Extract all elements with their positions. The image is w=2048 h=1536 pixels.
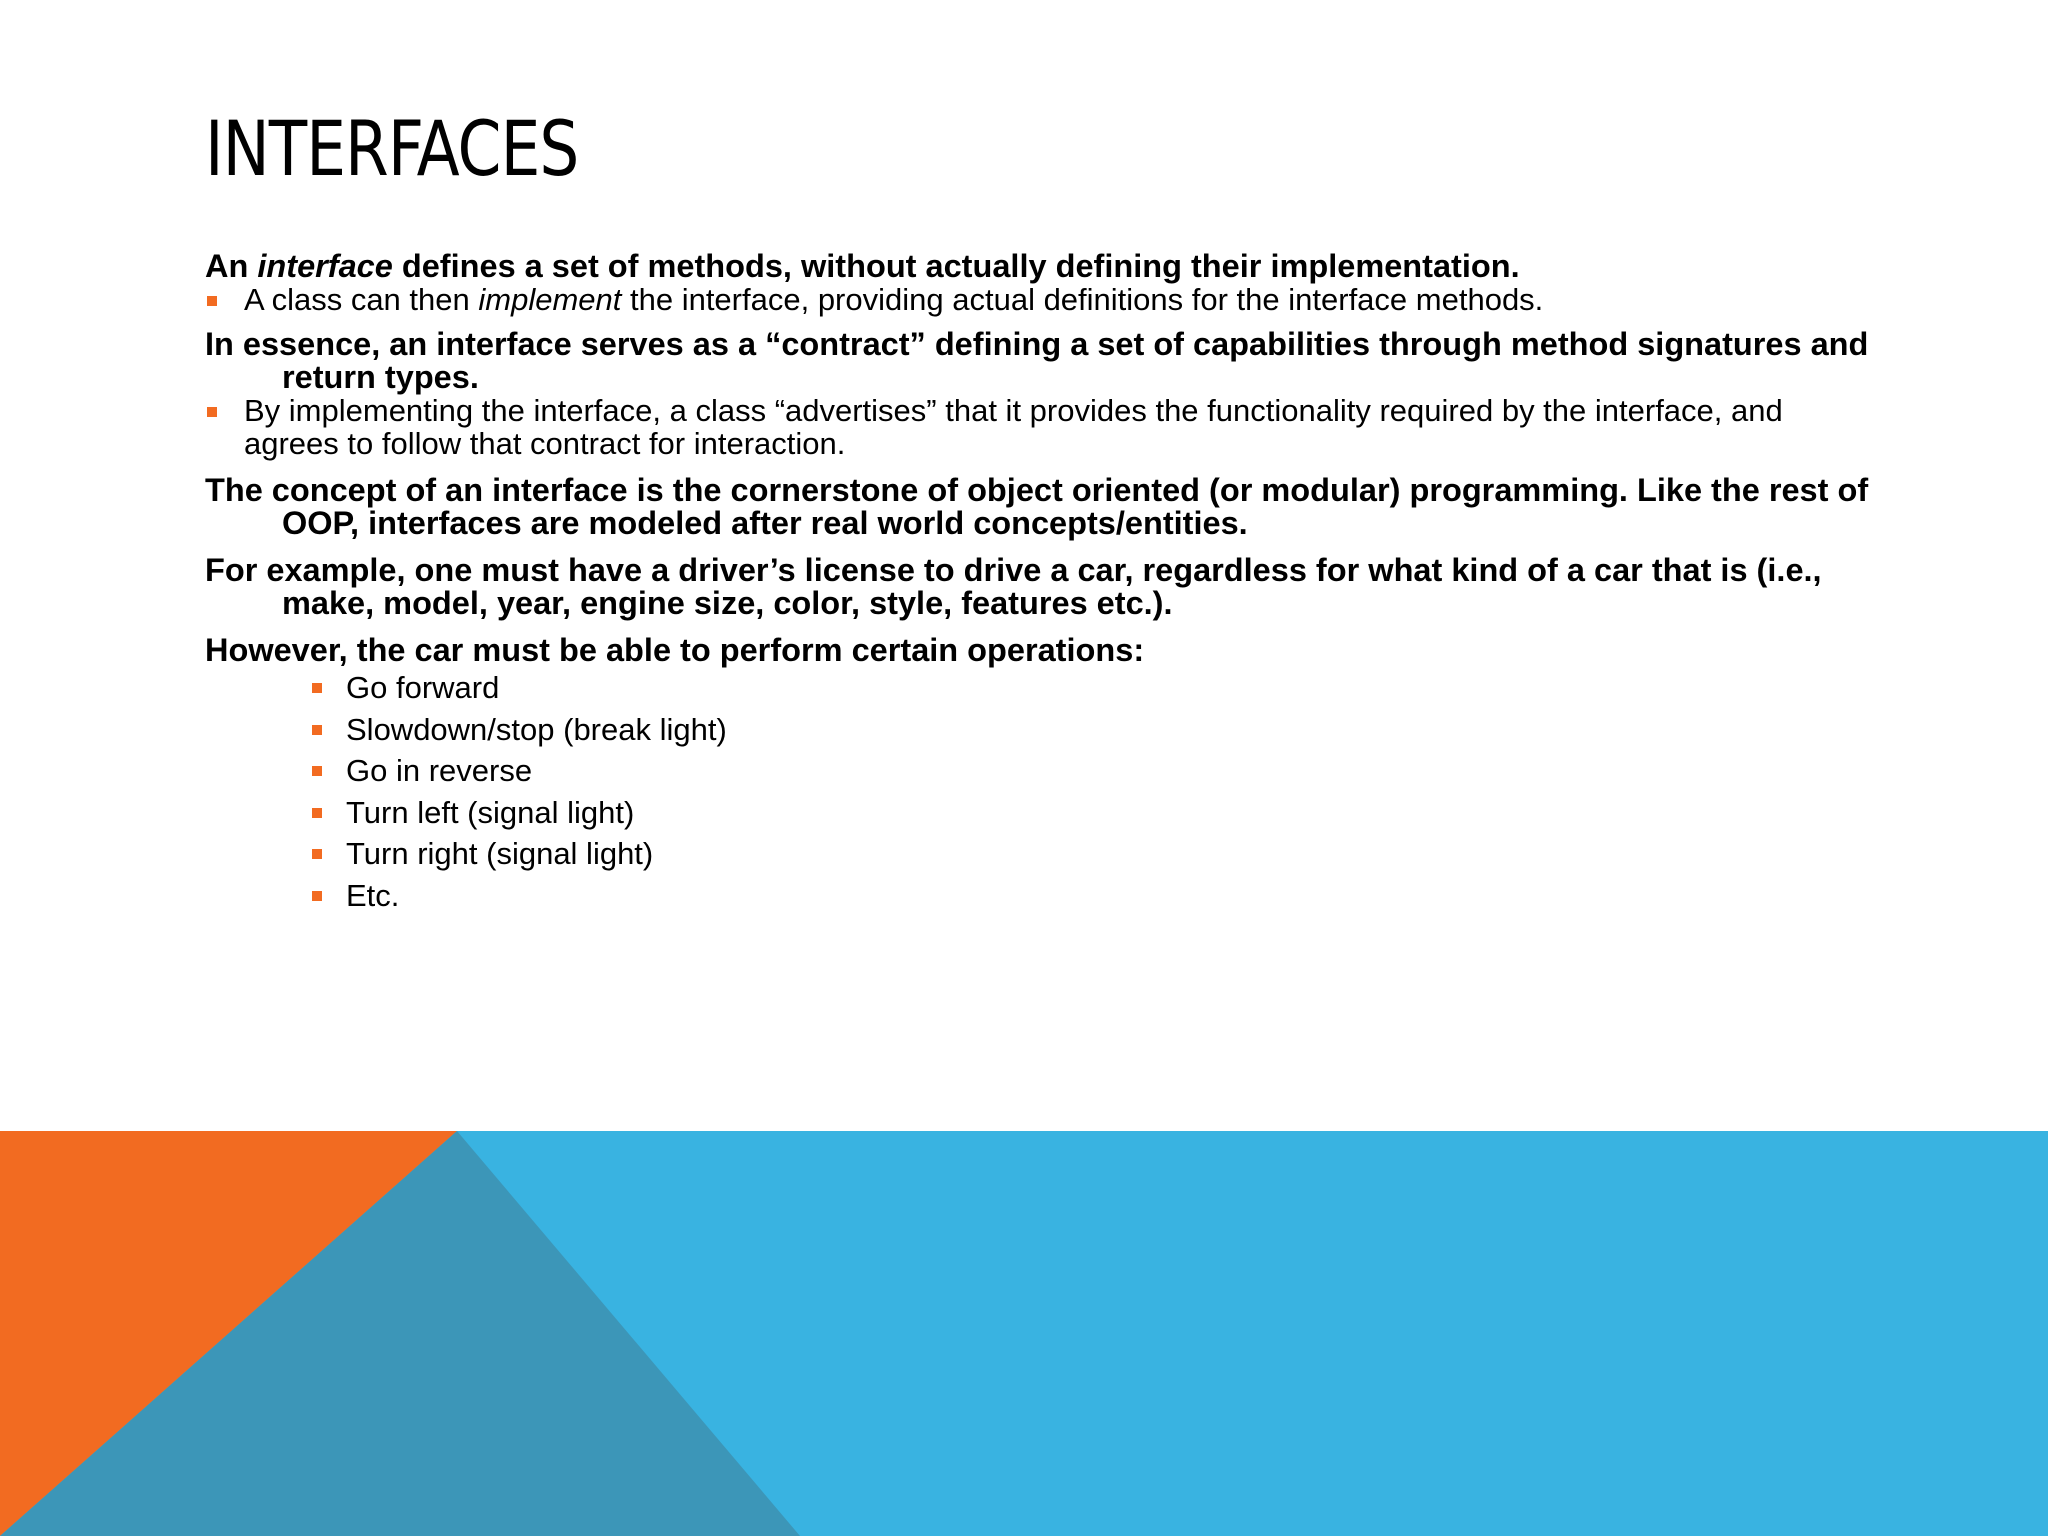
text-run: defines a set of methods, without actually defining their implementation.: [392, 248, 1520, 284]
list-item-label: Go forward: [346, 670, 500, 705]
list-item: [205, 833, 1885, 875]
bullet-implement: [205, 283, 1885, 316]
paragraph-operations-intro: However, the car must be able to perform certain operations:: [205, 632, 1145, 668]
text-run: A class can then: [244, 282, 479, 317]
bullet-square-icon: [312, 891, 322, 901]
list-item: [205, 750, 1885, 792]
bullet-square-icon: [312, 683, 322, 693]
list-item: [205, 667, 1885, 709]
decorative-footer-shapes: [0, 1131, 2048, 1536]
text-run: By implementing the interface, a class “advertises” that it provides the functionality required by the interface, and agrees to follow that contract for interaction.: [244, 393, 1783, 461]
list-item: [205, 709, 1885, 751]
bullet-square-icon: [207, 407, 217, 417]
list-item: [205, 792, 1885, 834]
text-run: An: [205, 248, 258, 284]
text-run: the interface, providing actual definitions for the interface methods.: [621, 282, 1544, 317]
bullet-square-icon: [312, 849, 322, 859]
bullet-square-icon: [312, 725, 322, 735]
emphasis-interface: interface: [257, 248, 393, 284]
list-item-label: Etc.: [346, 877, 400, 913]
slide-title: INTERFACES: [205, 104, 579, 193]
paragraph-interface-definition: [205, 250, 1885, 283]
bullet-advertises: [205, 394, 1885, 460]
list-item-label: Turn left (signal light): [346, 794, 635, 830]
paragraph-drivers-license: For example, one must have a driver’s license to drive a car, regardless for what kind of a car that is (i.e., make, model, year, engine size, color, style, features etc.).: [205, 552, 1822, 621]
slide-body: [205, 250, 1885, 916]
list-item-label: Go in reverse: [346, 753, 533, 788]
list-item: [205, 875, 1885, 917]
bullet-square-icon: [312, 808, 322, 818]
operations-list: [205, 667, 1885, 916]
bullet-square-icon: [312, 766, 322, 776]
paragraph-cornerstone: The concept of an interface is the cornerstone of object oriented (or modular) programming. Like the rest of OOP, interfaces are modeled after real world concepts/entities.: [205, 472, 1869, 541]
list-item-label: Slowdown/stop (break light): [346, 711, 727, 747]
paragraph-contract: In essence, an interface serves as a “contract” defining a set of capabilities through method signatures and return types.: [205, 326, 1869, 395]
emphasis-implement: implement: [478, 282, 622, 317]
bullet-square-icon: [207, 296, 217, 306]
list-item-label: Turn right (signal light): [346, 836, 654, 871]
